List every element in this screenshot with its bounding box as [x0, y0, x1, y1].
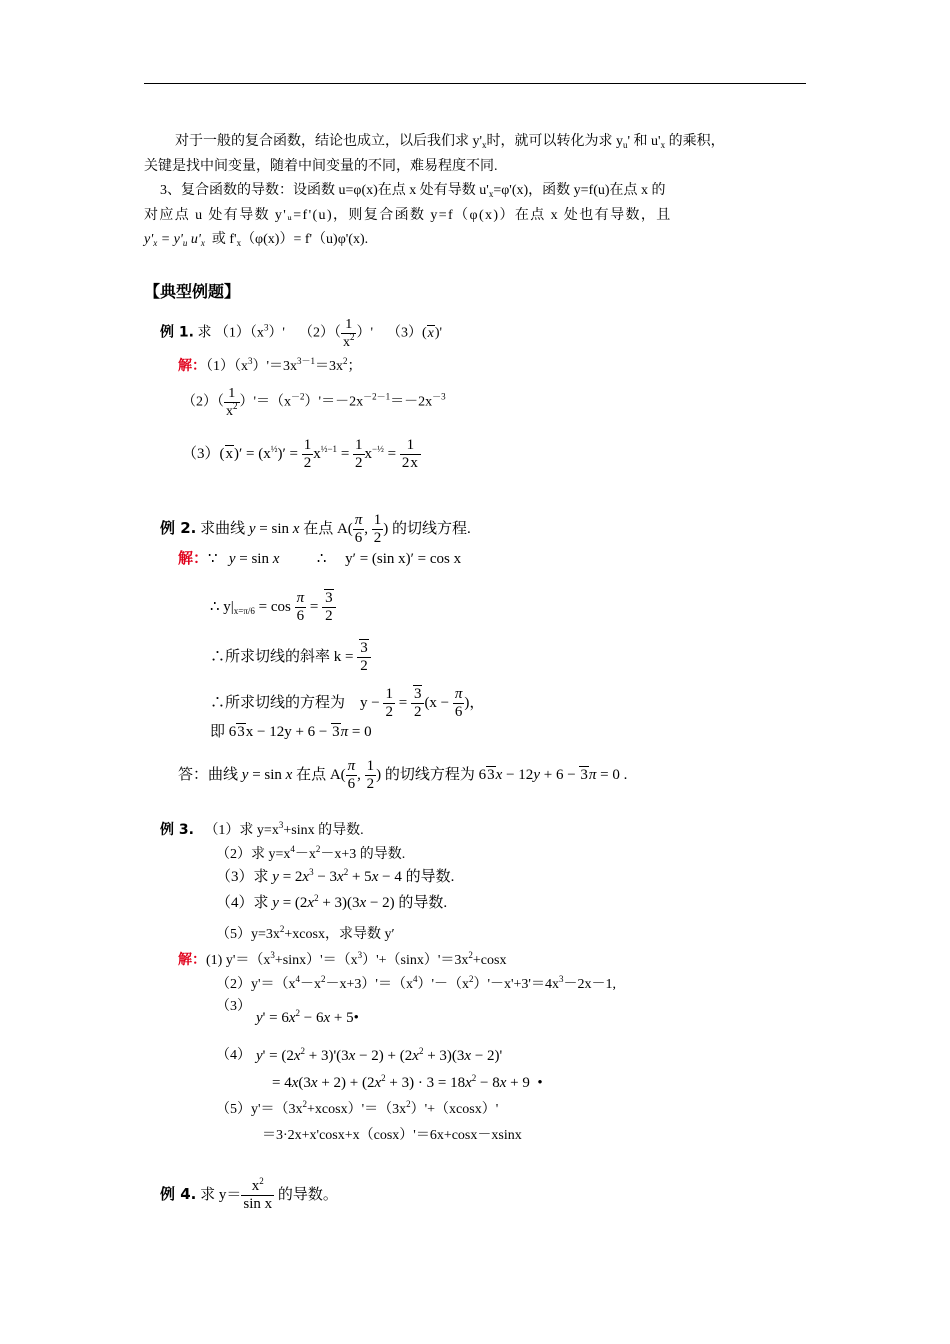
example-3-a3-label: （3）	[216, 999, 251, 1014]
example-3-q4: （4）求 $y = (2x^2 + 3)(3x - 2)$ 的导数.	[216, 893, 448, 911]
intro-line-3: 3、复合函数的导数：设函数 u=φ(x)在点 x 处有导数 $u'_x=\varphi'(x)$，函数 y=f(u)在点 x 的	[160, 183, 666, 199]
example-4-label: 例 4.	[160, 1184, 197, 1203]
example-3-a4-line-2: = $4x(3x + 2) + (2x^2 + 3) \cdot 3 = 18x^2 - 8x + 9$ •	[272, 1073, 543, 1091]
example-2-step-5: 即 63x − 12y + 6 − 3π = 0	[210, 724, 372, 740]
example-1-question: 例 1. 求 $(1)(x^3)'$ （2）（ $\frac{1}{x^2}$ ）' （3）(x)'	[160, 317, 443, 350]
intro-line-5: $y'_x = y'_u$ $u'_x$ 或 $f'_x(\varphi(x))= f'(u)\varphi'(x)$.	[144, 232, 369, 248]
example-3-label: 例 3.	[160, 822, 194, 838]
example-3-a4-line-1: $y' = (2x^2 + 3)'(3x - 2) + (2x^2 + 3)(3x - 2)'$	[256, 1046, 503, 1064]
example-1-answer-3: $(3)(x)' = (x^{\frac{1}{2}})'$ = $\frac{1}{2}$ $x^{\frac{1}{2}-1}$ = $\frac{1}{2}$ $x^{-\frac{1}{2}}$ = $\frac{1}{2x}$	[182, 437, 421, 472]
section-heading: 【典型例题】	[144, 282, 241, 301]
example-2-step-1: 解：∵ y = sin x ∴ y′ = (sin x)′ = cos x	[178, 549, 462, 567]
example-4-question: 例 4. 求 y＝ $\frac{x^2}{\text{sin x}}$ 的导数。	[160, 1176, 338, 1212]
example-3-a2: $(2)y'=(x^4-x^2-x+3)'=(x^4)'-(x^2)'-x'+3'=4x^3-2x-1$,	[216, 974, 616, 992]
example-3-a5-line-2: ＝3·2x+x'cosx+x（cosx）'＝6x+cosx－xsinx	[262, 1128, 522, 1143]
example-3-q2: （2）求 $y=x^4-x^2-x+3$ 的导数.	[216, 844, 406, 862]
intro-line-1: 对于一般的复合函数，结论也成立，以后我们求 $y'_x$时，就可以转化为求 $y_u'$ 和 $u'_x$ 的乘积，	[175, 134, 725, 150]
intro-line-2: 关键是找中间变量，随着中间变量的不同，难易程度不同.	[144, 159, 498, 174]
example-3-q3: （3）求 $y = 2x^3 - 3x^2 + 5x - 4$ 的导数.	[216, 867, 455, 885]
example-2-step-2: ∴ $y|_{x=\pi/6} = \cos$ $\frac{\pi}{6}$ = $\frac{3}{2}$	[210, 590, 336, 625]
example-3-q1: 例 3. （1）求 $y=x^3+\sin x$ 的导数.	[160, 820, 364, 838]
example-3-q5: $(5)y=3x^2+xcosx$，求导数 y′	[216, 924, 395, 942]
example-1-answer-2: （2）（ $\frac{1}{x^2}$ ）'$=(x^{-2})'=-2x^{-2-1}=-2x^{-3}$	[182, 386, 446, 419]
example-3-a5-line-1: $(5)y'=(3x^2+xcosx)'=(3x^2)'+(xcosx)'$	[216, 1099, 499, 1117]
intro-line-4: 对应点 u 处有导数 y'ᵤ=f'(u)，则复合函数 y=f（φ(x)）在点 x 处也有导数，且	[144, 208, 672, 223]
example-2-step-4: ∴所求切线的方程为 y − $\frac{1}{2}$ = $\frac{3}{2}$ (x − $\frac{\pi}{6}$ )，	[210, 686, 485, 720]
answer-label: 解：	[178, 358, 206, 374]
example-3-a3: $y' = 6x^2 - 6x$ + 5•	[256, 1008, 359, 1026]
answer-label: 解：	[178, 549, 209, 567]
example-3-a4-label: （4）	[216, 1048, 251, 1063]
example-2-step-3: ∴所求切线的斜率 k = $\frac{3}{2}$	[210, 640, 371, 675]
example-1-label: 例 1.	[160, 324, 194, 341]
header-rule	[144, 83, 806, 84]
example-2-label: 例 2.	[160, 518, 197, 537]
example-1-answer-1: 解：$(1)(x^3)'=3x^{3-1}=3x^2$；	[178, 356, 362, 374]
example-2-question: 例 2. 求曲线 y = sin x 在点 A( $\frac{\pi}{6}$ , $\frac{1}{2}$ ) 的切线方程.	[160, 512, 471, 546]
answer-label: 解：	[178, 952, 206, 968]
example-3-a1: 解：(1) $y'=(x^3+\sin x)'=(x^3)'+(\sin x)'=3x^2+\cos x$	[178, 950, 507, 968]
example-2-conclusion: 答：曲线 y = sin x 在点 A( $\frac{\pi}{6}$ , $\frac{1}{2}$ ) 的切线方程为 63x − 12y + 6 − 3π = 0 .	[178, 758, 628, 792]
